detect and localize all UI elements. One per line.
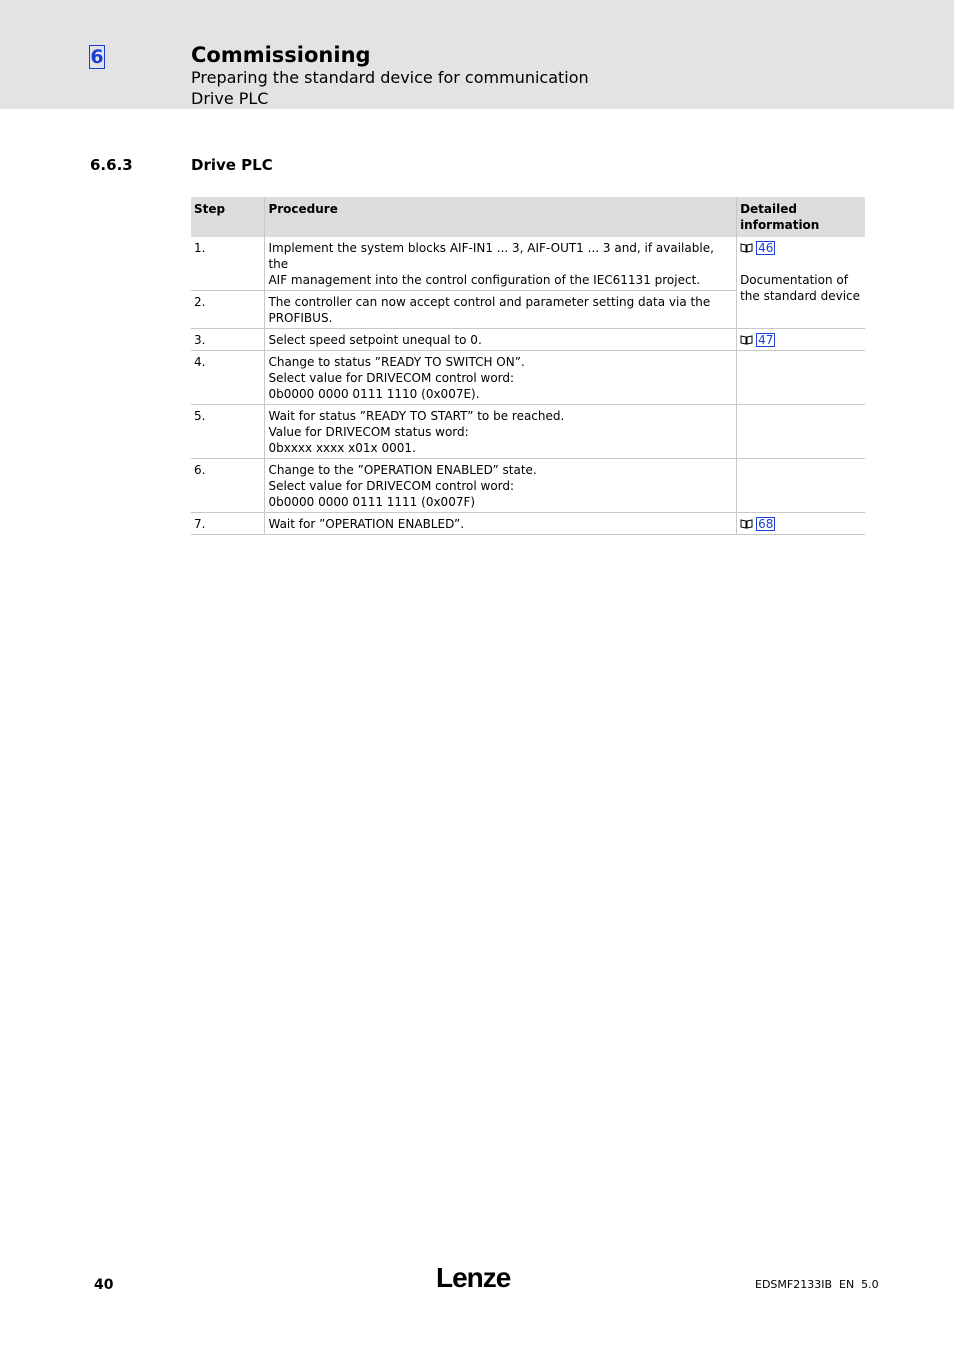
procedure-line: Wait for ”OPERATION ENABLED”. — [268, 517, 465, 531]
step-number: 1. — [191, 237, 265, 291]
procedure-text — [265, 459, 737, 513]
procedure-line: AIF management into the control configuration of the IEC61131 project. — [268, 273, 701, 287]
table-row — [191, 405, 865, 459]
table-header-row — [191, 197, 865, 237]
procedure-text — [265, 329, 737, 351]
procedure-line: Change to the ”OPERATION ENABLED” state. — [268, 463, 537, 477]
document-reference: EDSMF2133IB EN 5.0 — [755, 1278, 879, 1291]
table-row — [191, 513, 865, 535]
detailed-info-cell — [737, 351, 865, 405]
table-row — [191, 237, 865, 291]
procedure-line: Value for DRIVECOM status word: — [268, 425, 469, 439]
section-number: 6.6.3 — [90, 156, 133, 174]
step-number: 6. — [191, 459, 265, 513]
info-text-line: the standard device — [740, 289, 861, 303]
header-subtitle: Preparing the standard device for communication — [191, 68, 589, 87]
procedure-line: PROFIBUS. — [268, 311, 333, 325]
procedure-line: Implement the system blocks AIF-IN1 ... 3, AIF-OUT1 ... 3 and, if available, the — [268, 241, 714, 271]
header-procedure: Procedure — [265, 197, 737, 237]
procedure-line: The controller can now accept control and parameter setting data via the — [268, 295, 711, 309]
procedure-line: Select value for DRIVECOM control word: — [268, 371, 515, 385]
procedure-text — [265, 405, 737, 459]
procedure-text — [265, 513, 737, 535]
chapter-number-link[interactable]: 6 — [90, 46, 104, 68]
info-text-line: Documentation of — [740, 273, 848, 287]
page-number: 40 — [94, 1277, 114, 1293]
procedure-line: 0bxxxx xxxx x01x 0001. — [268, 441, 416, 455]
procedure-line: Select value for DRIVECOM control word: — [268, 479, 515, 493]
page-link-47[interactable]: 47 — [758, 333, 774, 347]
header-step: Step — [191, 197, 265, 237]
procedure-text — [265, 237, 737, 291]
procedure-text — [265, 291, 737, 329]
table-row — [191, 351, 865, 405]
header-detailed-information: Detailed information — [737, 197, 865, 237]
procedure-table — [191, 197, 865, 535]
step-number: 2. — [191, 291, 265, 329]
detailed-info-cell — [737, 237, 865, 329]
procedure-text — [265, 351, 737, 405]
table-row — [191, 459, 865, 513]
procedure-line: 0b0000 0000 0111 1110 (0x007E). — [268, 387, 480, 401]
step-number: 5. — [191, 405, 265, 459]
header-subtitle-2: Drive PLC — [191, 89, 269, 108]
step-number: 3. — [191, 329, 265, 351]
procedure-line: Change to status ”READY TO SWITCH ON”. — [268, 355, 525, 369]
detailed-info-cell — [737, 329, 865, 351]
step-number: 4. — [191, 351, 265, 405]
step-number: 7. — [191, 513, 265, 535]
procedure-line: 0b0000 0000 0111 1111 (0x007F) — [268, 495, 476, 509]
book-icon — [740, 335, 753, 345]
table-row — [191, 329, 865, 351]
info-text — [740, 272, 862, 304]
page-link-68[interactable]: 68 — [758, 517, 774, 531]
page-link-46[interactable]: 46 — [758, 241, 774, 255]
detailed-info-cell — [737, 405, 865, 459]
page-header — [0, 0, 954, 109]
book-icon — [740, 519, 753, 529]
detailed-info-cell — [737, 459, 865, 513]
book-icon — [740, 243, 753, 253]
procedure-line: Wait for status ”READY TO START” to be reached. — [268, 409, 565, 423]
section-title: Drive PLC — [191, 156, 273, 174]
lenze-logo: Lenze — [436, 1262, 511, 1293]
detailed-info-cell — [737, 513, 865, 535]
chapter-title: Commissioning — [191, 43, 371, 67]
procedure-line: Select speed setpoint unequal to 0. — [268, 333, 482, 347]
